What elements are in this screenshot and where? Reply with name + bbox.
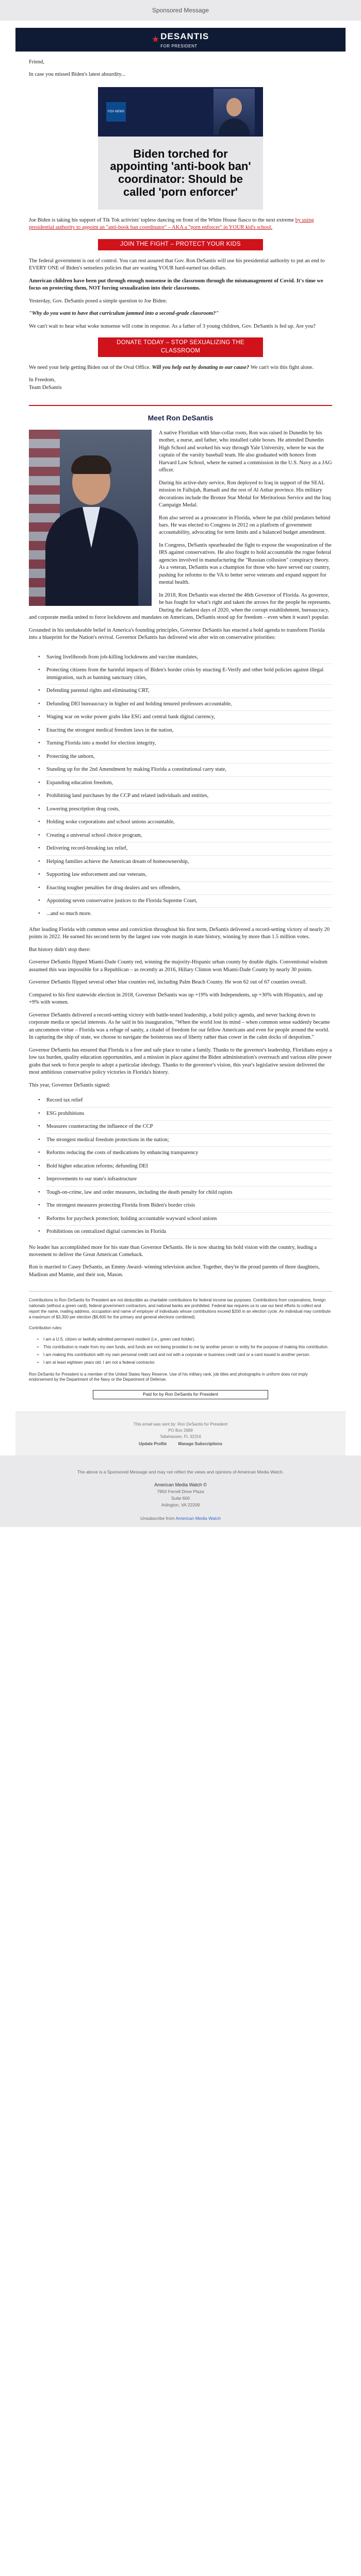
- campaign-logo: [152, 30, 209, 49]
- salutation: Friend,: [29, 59, 45, 65]
- paid-for-box: Paid for by Ron DeSantis for President: [93, 1390, 268, 1399]
- section-divider: [29, 405, 332, 409]
- bio-paragraph: This year, Governor DeSantis signed:: [29, 1082, 110, 1088]
- list-item: • Supporting law enforcement and our veterans,: [46, 869, 332, 882]
- publisher-suite: Suite 600: [171, 1495, 190, 1501]
- publisher-address: 7950 Ferrell Drive Plaza: [157, 1489, 204, 1495]
- list-item: • Expanding education freedom,: [46, 777, 332, 790]
- bio-section: [29, 430, 332, 647]
- sponsored-label: Sponsored Message: [152, 6, 209, 14]
- sponsored-notice: The above is a Sponsored Message and may not reflect the views and opinions of American Media Watch.: [77, 1469, 284, 1475]
- join-fight-button[interactable]: JOIN THE FIGHT – PROTECT YOUR KIDS: [98, 239, 263, 250]
- paragraph-help-text: We need your help getting Biden out of the Oval Office.: [29, 364, 152, 370]
- paragraph-protect-children: American children have been put through enough nonsense in the classroom through the mismanagement of Covid. It's time we focus on protecting them, NOT forcing sexualization into their classrooms.: [29, 278, 323, 292]
- publisher-city: Arlington, VA 22209: [161, 1502, 200, 1507]
- list-item: • Standing up for the 2nd Amendment by making Florida a constitutional carry state,: [46, 764, 332, 776]
- closing-line: [29, 377, 332, 392]
- article-image-header: [98, 87, 263, 137]
- donate-today-button[interactable]: DONATE TODAY – STOP SEXUALIZING THE CLASSROOM: [98, 337, 263, 357]
- logo-text: DESANTIS: [160, 31, 209, 41]
- list-item: • Reforms for paycheck protection; holding accountable wayward school unions: [46, 1213, 332, 1226]
- list-item: • The strongest measures protecting Florida from Biden's border crisis: [46, 1199, 332, 1212]
- article-headline: Biden torched for appointing 'anti-book ban' coordinator: Should be called 'porn enforcer': [110, 147, 251, 198]
- list-item: • I am a U.S. citizen or lawfully admitted permanent resident (i.e., green card holder).: [43, 1336, 332, 1344]
- email-footer: [15, 1412, 346, 1455]
- fox-news-logo: [106, 102, 126, 122]
- disclaimer: [29, 1298, 332, 1383]
- wins-list: [29, 651, 332, 921]
- disclaimer-divider: [29, 1291, 332, 1292]
- bio-paragraph: Governor DeSantis flipped several other blue counties red, including Palm Beach County. He won 62 out of 67 counties overall.: [29, 979, 307, 986]
- paragraph-text: Joe Biden is taking his support of Tik Tok activists' topless dancing on front of the White House fiasco to the next extreme: [29, 217, 296, 223]
- update-profile-link[interactable]: Update Profile: [139, 1441, 167, 1446]
- list-item: • Prohibiting land purchases by the CCP and related individuals and entities,: [46, 790, 332, 803]
- paragraph-federal-government: The federal government is out of control. You can rest assured that Gov. Ron DeSantis will use his presidential authority to put an end to EVERY ONE of Biden's senseless policies that are wasting YOUR hard-earned tax dollars.: [29, 258, 325, 272]
- list-item: • Delivering record-breaking tax relief,: [46, 842, 332, 855]
- bio-paragraph: No leader has accomplished more for his state than Governor DeSantis. He is now sharing his bold vision with the country, leading a movement to deliver the Great American Comeback.: [29, 1244, 317, 1258]
- disclaimer-text: Contributions to Ron DeSantis for President are not deductible as charitable contributions for federal income tax purposes. Contributions from corporations, foreign nationals (without a green card), federal government contractors, and national banks are prohibited. Federal law requires us to use our best efforts to collect and report the name, mailing address, occupation and name of employer of individuals whose contributions exceed $200 in an election cycle. An individual may contribute a maximum of $3,300 per election ($6,600 for the primary and general elections combined).: [29, 1298, 331, 1319]
- bio-paragraph: Governor DeSantis flipped Miami-Dade County red, winning the majority-Hispanic urban county by double digits. Conventional wisdom assumed this was impossible for a Republican – as recently as 2016, Hillary Clinton won Miami-Dade County by nearly 30 points.: [29, 959, 327, 973]
- publisher-name: American Media Watch ©: [154, 1482, 207, 1487]
- publisher-footer: [0, 1455, 361, 1527]
- bio-paragraph: During his active-duty service, Ron deployed to Iraq in support of the SEAL mission in Fallujah, Ramadi and the rest of Al Anbar province. His military decorations include the Bronze Star Medal for Meritorious Service and the Iraq Campaign Medal.: [159, 480, 331, 509]
- bio-paragraph: After leading Florida with common sense and conviction throughout his first term, DeSantis delivered a record-setting victory of nearly 20 points in 2022. He earned his second term by the largest raw vote margin in state history, winning by more than 1.5 million votes.: [29, 926, 330, 940]
- donation-ask: Will you help out by donating to our cause?: [152, 364, 250, 370]
- signature: Team DeSantis: [29, 384, 62, 391]
- meet-heading: Meet Ron DeSantis: [147, 414, 214, 422]
- list-item: • This contribution is made from my own funds, and funds are not being provided to me by another person or entity for the purpose of making this contribution.: [43, 1344, 332, 1351]
- military-note: Ron DeSantis for President is a member of the United States Navy Reserve. Use of his military rank, job titles and photographs in uniform does not imply endorsement by the Department of the Navy or the Department of Defense.: [29, 1371, 308, 1382]
- list-item: • The strongest medical freedom protections in the nation;: [46, 1134, 332, 1147]
- desantis-portrait: [29, 430, 152, 606]
- footer-city: Tallahassee, FL 32316: [159, 1434, 202, 1439]
- list-item: • Helping families achieve the American dream of homeownership,: [46, 856, 332, 869]
- bio-paragraph: Grounded in his unshakeable belief in America's founding principles, Governor DeSantis has enacted a bold agenda to transform Florida into a blueprint for the Nation's revival. Governor DeSantis has delivered win after win on conservative priorities:: [29, 627, 325, 641]
- list-item: • Creating a universal school choice program,: [46, 829, 332, 842]
- paragraph-question: Yesterday, Gov. DeSantis posed a simple question to Joe Biden:: [29, 298, 167, 304]
- list-item: • Waging war on woke power grabs like ESG and central bank digital currency,: [46, 711, 332, 724]
- bio-paragraph: Compared to his first statewide election in 2018, Governor DeSantis was up +19% with Independents, up +30% with Hispanics, and up +9% with women.: [29, 992, 323, 1006]
- closing-text: In Freedom,: [29, 377, 56, 383]
- list-item: • Saving livelihoods from job-killing lockdowns and vaccine mandates,: [46, 651, 332, 664]
- list-item: • Holding woke corporations and school unions accountable,: [46, 816, 332, 829]
- list-item: • ESG prohibitions: [46, 1108, 332, 1121]
- footer-address: PO Box 2689: [168, 1428, 193, 1433]
- unsubscribe-line: [0, 1515, 361, 1522]
- star-icon: ★: [152, 35, 160, 44]
- quote-curriculum: "Why do you want to have that curriculum jammed into a second-grade classroom?": [29, 311, 219, 317]
- manage-subscriptions-link[interactable]: Manage Subscriptions: [178, 1441, 222, 1446]
- email-body: [15, 21, 346, 1455]
- bio-paragraph: A native Floridian with blue-collar roots, Ron was raised in Dunedin by his mother, a nurse, and father, who installed cable boxes. He attended Dunedin High School and worked his way through Yale University, where he was the captain of the varsity baseball team. He also graduated with honors from Harvard Law School, where he earned a commission in the U.S. Navy as a JAG officer.: [159, 430, 332, 473]
- fox-news-label: FOX NEWS: [107, 110, 124, 113]
- paragraph-father: We can't wait to hear what woke nonsense will come in response. As a father of 3 young children, Gov. DeSantis is fed up. Are you?: [29, 323, 316, 329]
- list-item: • Bold higher education reforms; defunding DEI: [46, 1160, 332, 1173]
- list-item: • I am at least eighteen years old. I am not a federal contractor.: [43, 1359, 332, 1367]
- signed-list: [29, 1094, 332, 1239]
- bio-paragraph: Ron also served as a prosecutor in Florida, where he put child predators behind bars. He was elected to Congress in 2012 on a platform of government accountability, advocating for term limits and a balanced budget amendment.: [159, 515, 331, 536]
- contribution-rules-header: Contribution rules:: [29, 1325, 62, 1330]
- campaign-header: [15, 28, 346, 52]
- portrait-hair: [71, 455, 111, 474]
- bio-paragraph: Governor DeSantis has ensured that Florida is a free and safe place to raise a family. Thanks to the governor's leadership, Floridians enjoy a low tax burden, quality education opportunities, and a mission in place against the Biden administration's overreach and various elite power grabs that seek to force people to adopt a particular ideology. Thanks to the governor's vision, this year's legislative session delivered the most ambitious conservative policy victories in Florida's history.: [29, 1047, 332, 1076]
- footer-sender: This email was sent by: Ron DeSantis for President: [133, 1421, 228, 1427]
- unsubscribe-text: Unsubscribe from: [140, 1516, 176, 1521]
- list-item: • Defunding DEI bureaucracy in higher ed and holding tenured professors accountable,: [46, 698, 332, 711]
- list-item: • ...and so much more.: [46, 908, 332, 921]
- list-item: • Improvements to our state's infrastructure: [46, 1173, 332, 1186]
- list-item: • Appointing seven conservative justices to the Florida Supreme Court,: [46, 895, 332, 908]
- list-item: • Prohibitions on centralized digital currencies in Florida: [46, 1226, 332, 1239]
- list-item: • Reforms reducing the costs of medications by enhancing transparency: [46, 1147, 332, 1160]
- intro-text: In case you missed Biden's latest absurdity...: [29, 72, 125, 78]
- list-item: • Enacting tougher penalties for drug dealers and sex offenders,: [46, 882, 332, 895]
- paragraph-help: [29, 364, 332, 371]
- list-item: • Enacting the strongest medical freedom laws in the nation,: [46, 724, 332, 737]
- logo-subtext: FOR PRESIDENT: [160, 44, 198, 49]
- unsubscribe-link[interactable]: American Media Watch: [175, 1516, 221, 1521]
- bio-paragraph: Governor DeSantis delivered a record-setting victory with battle-tested leadership, a bold policy agenda, and never backing down to corporate media or special interests. As he said in his inauguration, "When the world lost its mind – when common sense suddenly became an uncommon virtue – Florida was a refuge of sanity, a citadel of freedom for our fellow Americans and even for people around the world. In capturing the ship of state, we choose to navigate the boisterous sea of liberty rather than cower in the calm docks of despotism.": [29, 1012, 330, 1041]
- paragraph-help-tail: We can't win this fight alone.: [249, 364, 314, 370]
- paragraph-biden-appointment: [29, 217, 332, 232]
- contribution-rules-list: [29, 1336, 332, 1366]
- list-item: • I am making this contribution with my own personal credit card and not with a corporate or business credit card or a card issued to another person.: [43, 1351, 332, 1359]
- article-image[interactable]: [98, 87, 263, 210]
- bio-paragraph: In Congress, DeSantis spearheaded the fight to expose the weaponization of the IRS against conservatives. He also fought to hold accountable the rogue federal agencies involved in manufacturing the "Russian collusion" conspiracy theory. As a veteran, DeSantis was a champion for those who have served our country, pushing for reforms to the VA to better serve veterans and expand support for mental health.: [159, 542, 332, 586]
- list-item: • Record tax relief: [46, 1094, 332, 1107]
- list-item: • Lowering prescription drug costs,: [46, 803, 332, 816]
- sponsored-banner: [0, 0, 361, 21]
- list-item: • Tough-on-crime, law and order measures, including the death penalty for child rapists: [46, 1187, 332, 1199]
- list-item: • Protecting citizens from the harmful impacts of Biden's border crisis by enacting E-Verify and other bold policies against illegal immigration, such as banning sanctuary cities,: [46, 664, 332, 685]
- list-item: • Defending parental rights and eliminating CRT,: [46, 685, 332, 698]
- article-portrait: [214, 89, 255, 135]
- bio-paragraph: Ron is married to Casey DeSantis, an Emmy Award- winning television anchor. Together, they're the proud parents of three daughters, Madison and Mamie, and their son, Mason.: [29, 1264, 320, 1278]
- list-item: • Protecting the unborn,: [46, 751, 332, 764]
- porn-enforcer-link[interactable]: by using presidential authority to appoint an "anti-book ban coordinator" – AKA a "porn enforcer" in YOUR kid's school.: [29, 217, 314, 231]
- list-item: • Measures counteracting the influence of the CCP: [46, 1121, 332, 1133]
- list-item: • Turning Florida into a model for election integrity,: [46, 737, 332, 750]
- bio-paragraph: But history didn't stop there:: [29, 946, 91, 953]
- bio-paragraph: In 2018, Ron DeSantis was elected the 46th Governor of Florida. As governor, he has fought for what's right and taken the arrows for the people he represents. During the darkest days of 2020, when the corrupt establishment, bureaucracy, and corporate media united to force lockdowns and mandates on Americans, DeSantis stood up for freedom – even when it wasn't popular.: [29, 592, 331, 621]
